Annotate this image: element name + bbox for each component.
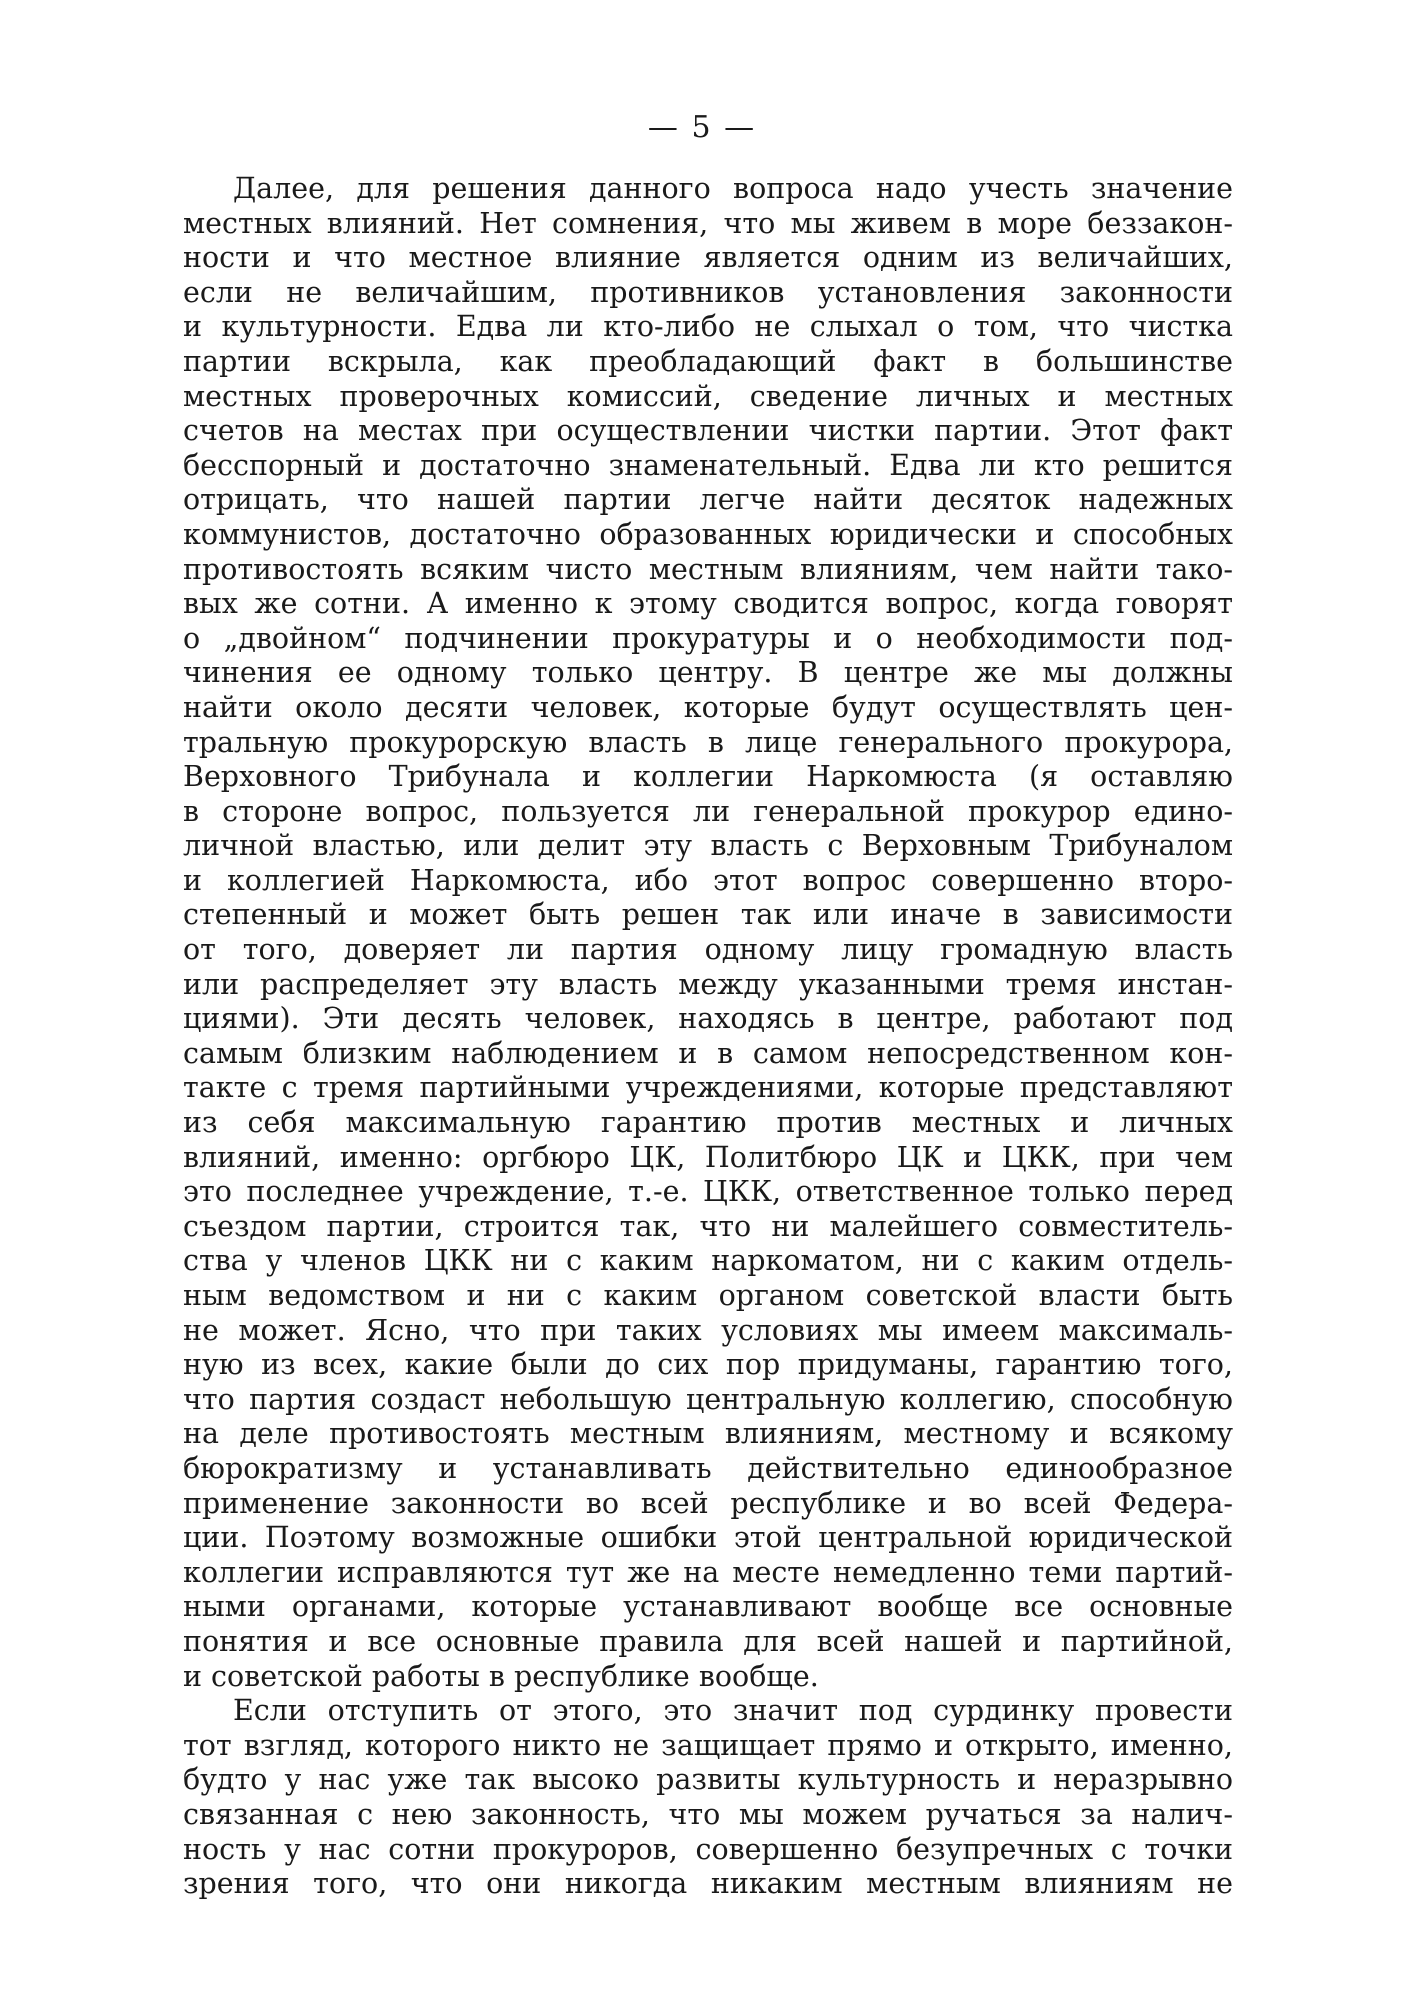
- text-line: Далее, для решения данного вопроса надо учесть значение: [233, 172, 1233, 205]
- text-line: такте с тремя партийными учреждениями, которые представляют: [183, 1071, 1233, 1105]
- text-line: и коллегией Наркомюста, ибо этот вопрос совершенно второ-: [183, 863, 1233, 897]
- text-line: ную из всех, какие были до сих пор придуманы, гарантию того,: [183, 1348, 1233, 1382]
- text-line: в стороне вопрос, пользуется ли генеральной прокурор едино-: [183, 794, 1233, 828]
- text-line: связанная с нею законность, что мы можем ручаться за налич-: [183, 1797, 1233, 1831]
- text-line: степенный и может быть решен так или иначе в зависимости: [183, 898, 1233, 932]
- text-line: бюрократизму и устанавливать действительно единообразное: [183, 1451, 1233, 1485]
- text-line: коллегии исправляются тут же на месте немедленно теми партий-: [183, 1555, 1233, 1589]
- text-line: влияний, именно: оргбюро ЦК, Политбюро ЦК и ЦКК, при чем: [183, 1140, 1233, 1174]
- text-line: тральную прокурорскую власть в лице генерального прокурора,: [183, 725, 1233, 759]
- text-line: ства у членов ЦКК ни с каким наркоматом, ни с каким отдель-: [183, 1244, 1233, 1278]
- text-line: циями). Эти десять человек, находясь в центре, работают под: [183, 1002, 1233, 1036]
- text-line: самым близким наблюдением и в самом непосредственном кон-: [183, 1036, 1233, 1070]
- text-line: бесспорный и достаточно знаменательный. Едва ли кто решится: [183, 448, 1233, 482]
- text-line: и советской работы в республике вообще.: [183, 1659, 819, 1693]
- text-line: это последнее учреждение, т.-е. ЦКК, ответственное только перед: [183, 1175, 1233, 1209]
- text-line: зрения того, что они никогда никаким местным влияниям не: [183, 1867, 1233, 1901]
- text-line: партии вскрыла, как преобладающий факт в большинстве: [183, 344, 1233, 378]
- body-text: [183, 172, 1233, 1902]
- text-line: понятия и все основные правила для всей нашей и партийной,: [183, 1624, 1233, 1658]
- text-line: вых же сотни. А именно к этому сводится вопрос, когда говорят: [183, 587, 1233, 621]
- page-number: — 5 —: [647, 110, 757, 145]
- text-line: и культурности. Едва ли кто-либо не слыхал о том, что чистка: [183, 310, 1233, 344]
- text-line: съездом партии, строится так, что ни малейшего совместитель-: [183, 1209, 1233, 1243]
- text-line: из себя максимальную гарантию против местных и личных: [183, 1106, 1233, 1140]
- text-line: отрицать, что нашей партии легче найти десяток надежных: [183, 483, 1233, 517]
- text-line: от того, доверяет ли партия одному лицу громадную власть: [183, 933, 1233, 967]
- text-line: тот взгляд, которого никто не защищает прямо и открыто, именно,: [183, 1728, 1233, 1762]
- text-line: коммунистов, достаточно образованных юридически и способных: [183, 517, 1233, 551]
- text-line: применение законности во всей республике и во всей Федера-: [183, 1486, 1233, 1520]
- text-line: личной властью, или делит эту власть с Верховным Трибуналом: [183, 829, 1233, 863]
- text-line: Верховного Трибунала и коллегии Наркомюста (я оставляю: [183, 760, 1233, 794]
- text-line: не может. Ясно, что при таких условиях мы имеем максималь-: [183, 1313, 1233, 1347]
- text-line: или распределяет эту власть между указанными тремя инстан-: [183, 967, 1233, 1001]
- text-line: Если отступить от этого, это значит под сурдинку провести: [233, 1694, 1233, 1728]
- text-line: местных влияний. Нет сомнения, что мы живем в море беззакон-: [183, 206, 1233, 240]
- text-line: ции. Поэтому возможные ошибки этой центральной юридической: [183, 1521, 1233, 1555]
- text-line: ности и что местное влияние является одним из величайших,: [183, 241, 1233, 275]
- paragraph: [183, 1694, 1233, 1902]
- text-line: если не величайшим, противников установления законности: [183, 275, 1233, 309]
- text-line: на деле противостоять местным влияниям, местному и всякому: [183, 1417, 1233, 1451]
- text-line: ным ведомством и ни с каким органом советской власти быть: [183, 1279, 1233, 1312]
- text-line: что партия создаст небольшую центральную коллегию, способную: [183, 1382, 1233, 1416]
- text-line: чинения ее одному только центру. В центре же мы должны: [183, 656, 1233, 690]
- text-line: счетов на местах при осуществлении чистки партии. Этот факт: [183, 414, 1233, 448]
- text-line: ными органами, которые устанавливают вообще все основные: [183, 1590, 1233, 1624]
- paragraph: [183, 172, 1233, 1694]
- text-line: местных проверочных комиссий, сведение личных и местных: [183, 379, 1233, 413]
- text-line: будто у нас уже так высоко развиты культурность и неразрывно: [183, 1763, 1233, 1797]
- text-line: ность у нас сотни прокуроров, совершенно безупречных с точки: [183, 1832, 1233, 1866]
- text-line: о „двойном“ подчинении прокуратуры и о необходимости под-: [183, 621, 1233, 655]
- text-line: противостоять всяким чисто местным влияниям, чем найти тако-: [183, 552, 1233, 586]
- text-line: найти около десяти человек, которые будут осуществлять цен-: [183, 690, 1233, 724]
